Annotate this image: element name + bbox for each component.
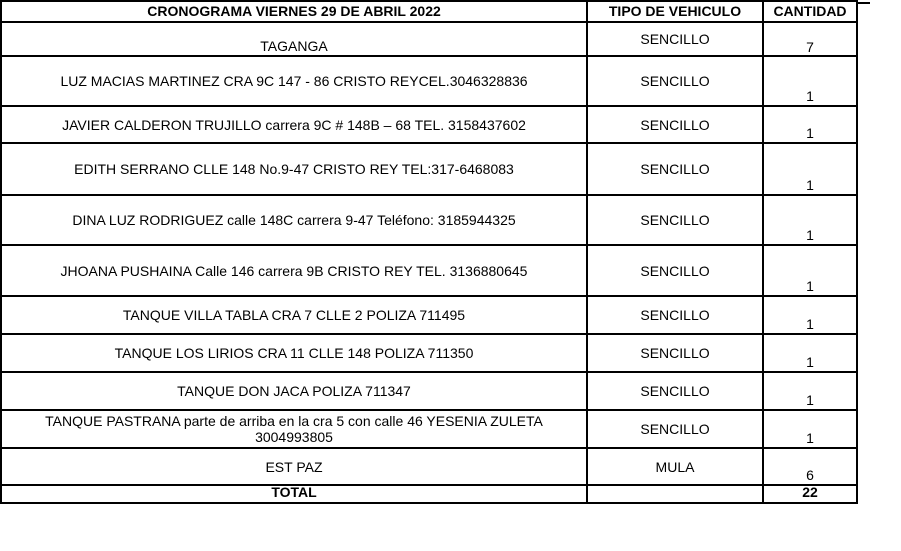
table-row (1, 245, 857, 296)
row-description: LUZ MACIAS MARTINEZ CRA 9C 147 - 86 CRISTO REYCEL.3046328836 (1, 56, 587, 106)
row-quantity: 1 (763, 195, 857, 245)
row-vehicle-type: SENCILLO (587, 410, 763, 448)
row-description: TANQUE DON JACA POLIZA 711347 (1, 372, 587, 410)
row-quantity: 1 (763, 245, 857, 296)
table-row (1, 334, 857, 372)
row-quantity: 1 (763, 143, 857, 195)
total-row (1, 485, 857, 503)
total-quantity: 22 (763, 485, 857, 503)
table-row (1, 448, 857, 485)
table-row (1, 195, 857, 245)
row-vehicle-type: SENCILLO (587, 296, 763, 334)
row-vehicle-type: SENCILLO (587, 56, 763, 106)
row-description: JAVIER CALDERON TRUJILLO carrera 9C # 148B – 68 TEL. 3158437602 (1, 106, 587, 143)
row-quantity: 6 (763, 448, 857, 485)
table-row (1, 56, 857, 106)
row-vehicle-type: SENCILLO (587, 22, 763, 56)
row-quantity: 1 (763, 372, 857, 410)
total-vehicle-type (587, 485, 763, 503)
row-description: TANQUE PASTRANA parte de arriba en la cra 5 con calle 46 YESENIA ZULETA 3004993805 (1, 410, 587, 448)
row-description: TANQUE LOS LIRIOS CRA 11 CLLE 148 POLIZA 711350 (1, 334, 587, 372)
table-row (1, 296, 857, 334)
row-vehicle-type: SENCILLO (587, 106, 763, 143)
table-row (1, 143, 857, 195)
header-tipo: TIPO DE VEHICULO (587, 1, 763, 22)
table-row (1, 106, 857, 143)
row-vehicle-type: MULA (587, 448, 763, 485)
table-row (1, 22, 857, 56)
header-rule-extension (856, 2, 870, 4)
row-description: JHOANA PUSHAINA Calle 146 carrera 9B CRISTO REY TEL. 3136880645 (1, 245, 587, 296)
row-vehicle-type: SENCILLO (587, 372, 763, 410)
row-vehicle-type: SENCILLO (587, 195, 763, 245)
row-vehicle-type: SENCILLO (587, 245, 763, 296)
row-quantity: 1 (763, 334, 857, 372)
table-row (1, 372, 857, 410)
row-quantity: 1 (763, 56, 857, 106)
row-description: EDITH SERRANO CLLE 148 No.9-47 CRISTO REY TEL:317-6468083 (1, 143, 587, 195)
header-title: CRONOGRAMA VIERNES 29 DE ABRIL 2022 (1, 1, 587, 22)
row-description: TANQUE VILLA TABLA CRA 7 CLLE 2 POLIZA 711495 (1, 296, 587, 334)
row-description: TAGANGA (1, 22, 587, 56)
row-quantity: 1 (763, 410, 857, 448)
row-quantity: 7 (763, 22, 857, 56)
table-row (1, 410, 857, 448)
row-description: DINA LUZ RODRIGUEZ calle 148C carrera 9-47 Teléfono: 3185944325 (1, 195, 587, 245)
row-vehicle-type: SENCILLO (587, 143, 763, 195)
total-label: TOTAL (1, 485, 587, 503)
header-cantidad: CANTIDAD (763, 1, 857, 22)
row-quantity: 1 (763, 296, 857, 334)
row-vehicle-type: SENCILLO (587, 334, 763, 372)
row-description: EST PAZ (1, 448, 587, 485)
row-quantity: 1 (763, 106, 857, 143)
header-row (1, 1, 857, 22)
